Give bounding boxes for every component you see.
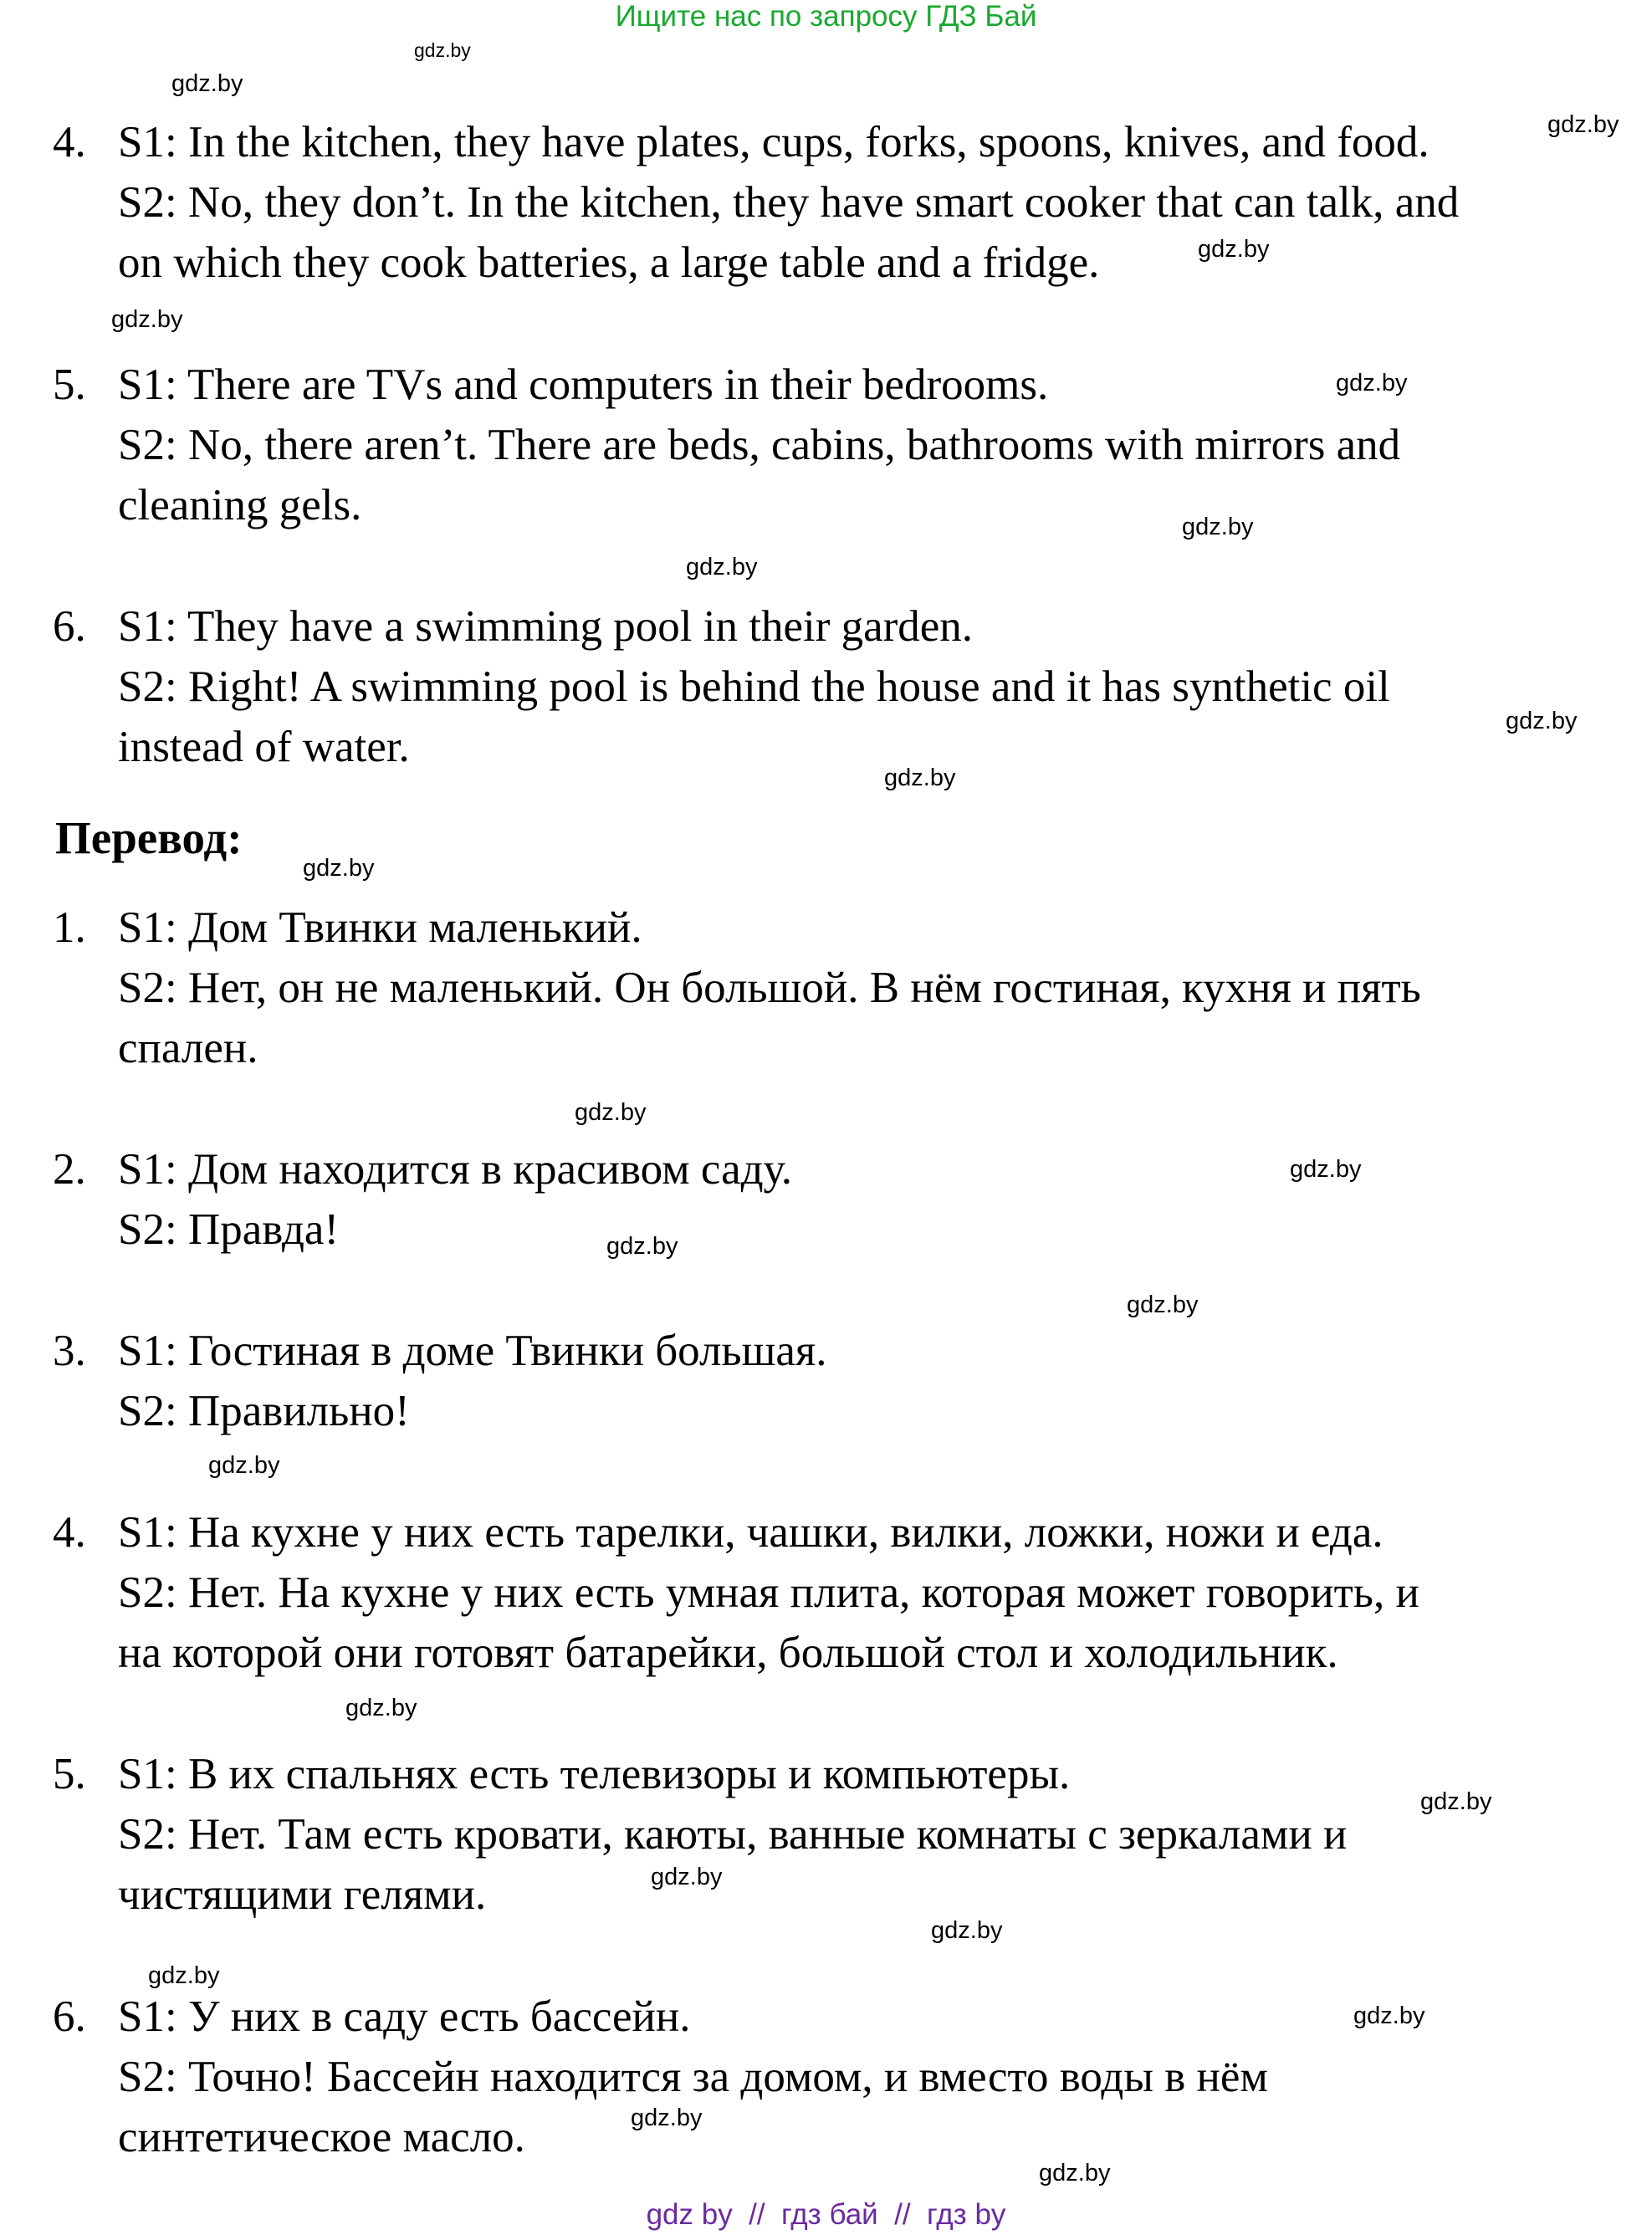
item-line: S1: There are TVs and computers in their bedrooms. — [118, 361, 1049, 409]
watermark: gdz.by — [1353, 2002, 1425, 2029]
item-number: 2. — [53, 1145, 86, 1194]
watermark: gdz.by — [303, 855, 375, 882]
watermark: gdz.by — [1039, 2160, 1111, 2186]
watermark: gdz.by — [1290, 1156, 1362, 1183]
item-number: 5. — [53, 361, 86, 409]
top-banner[interactable]: Ищите нас по запросу ГДЗ Бай — [615, 0, 1037, 33]
item-line: S2: Нет. Там есть кровати, каюты, ванные комнаты с зеркалами и — [118, 1810, 1348, 1859]
item-line: S1: They have a swimming pool in their garden. — [118, 602, 974, 651]
item-number: 6. — [53, 602, 86, 651]
item-line: cleaning gels. — [118, 481, 362, 529]
watermark: gdz.by — [111, 306, 183, 333]
item-line: S2: Точно! Бассейн находится за домом, и вместо воды в нём — [118, 2053, 1268, 2101]
watermark: gdz.by — [171, 70, 243, 97]
watermark: gdz.by — [686, 554, 758, 580]
russian-item-4 — [53, 1502, 1625, 1683]
item-number: 6. — [53, 1992, 86, 2041]
item-line: чистящими гелями. — [118, 1870, 487, 1919]
watermark: gdz.by — [148, 1962, 220, 1989]
item-line: S1: На кухне у них есть тарелки, чашки, вилки, ложки, ножи и еда. — [118, 1508, 1383, 1557]
russian-item-3 — [53, 1321, 1625, 1441]
item-line: спален. — [118, 1024, 258, 1072]
item-line: S1: Гостиная в доме Твинки большая. — [118, 1327, 827, 1375]
item-number: 4. — [53, 118, 86, 166]
item-number: 5. — [53, 1750, 86, 1798]
watermark: gdz.by — [631, 2105, 703, 2131]
item-line: S1: У них в саду есть бассейн. — [118, 1992, 691, 2041]
item-line: on which they cook batteries, a large table and a fridge. — [118, 238, 1100, 287]
item-line: S2: Нет, он не маленький. Он большой. В нём гостиная, кухня и пять — [118, 964, 1421, 1012]
item-line: S2: Правильно! — [118, 1387, 410, 1435]
item-number: 3. — [53, 1327, 86, 1375]
item-line: S2: No, they don’t. In the kitchen, they have smart cooker that can talk, and — [118, 178, 1460, 227]
item-line: S1: Дом Твинки маленький. — [118, 903, 642, 952]
watermark: gdz.by — [1198, 236, 1270, 263]
item-line: S2: Right! A swimming pool is behind the house and it has synthetic oil — [118, 662, 1390, 711]
item-line: S1: In the kitchen, they have plates, cups, forks, spoons, knives, and food. — [118, 118, 1430, 166]
english-item-6 — [53, 596, 1625, 777]
item-line: S2: No, there aren’t. There are beds, cabins, bathrooms with mirrors and — [118, 421, 1401, 469]
watermark: gdz.by — [1547, 111, 1619, 138]
item-line: S2: Нет. На кухне у них есть умная плита, которая может говорить, и — [118, 1568, 1419, 1617]
watermark: gdz.by — [651, 1864, 723, 1890]
watermark: gdz.by — [884, 765, 956, 791]
watermark: gdz.by — [1420, 1788, 1492, 1815]
item-line: S1: Дом находится в красивом саду. — [118, 1145, 792, 1194]
item-number: 1. — [53, 903, 86, 952]
item-line: синтетическое масло. — [118, 2113, 525, 2161]
footer-links[interactable]: gdz by // гдз бай // гдз by — [646, 2198, 1006, 2231]
translation-heading: Перевод: — [55, 812, 243, 863]
watermark: gdz.by — [606, 1233, 678, 1260]
russian-item-2 — [53, 1139, 1625, 1260]
item-number: 4. — [53, 1508, 86, 1557]
russian-item-6 — [53, 1987, 1625, 2167]
watermark: gdz.by — [1182, 514, 1254, 540]
watermark: gdz.by — [208, 1452, 280, 1479]
item-line: instead of water. — [118, 723, 410, 771]
watermark: gdz.by — [575, 1099, 647, 1126]
russian-item-1 — [53, 898, 1625, 1078]
watermark: gdz.by — [1506, 708, 1578, 734]
watermark: gdz.by — [1127, 1291, 1199, 1318]
russian-item-5 — [53, 1744, 1625, 1925]
english-item-4 — [53, 112, 1625, 293]
item-line: S2: Правда! — [118, 1205, 340, 1254]
watermark: gdz.by — [1336, 370, 1408, 396]
watermark: gdz.by — [931, 1917, 1003, 1944]
item-line: на которой они готовят батарейки, большой стол и холодильник. — [118, 1629, 1338, 1677]
english-item-5 — [53, 355, 1625, 535]
item-line: S1: В их спальнях есть телевизоры и компьютеры. — [118, 1750, 1071, 1798]
watermark: gdz.by — [345, 1695, 417, 1721]
watermark: gdz.by — [414, 39, 471, 61]
